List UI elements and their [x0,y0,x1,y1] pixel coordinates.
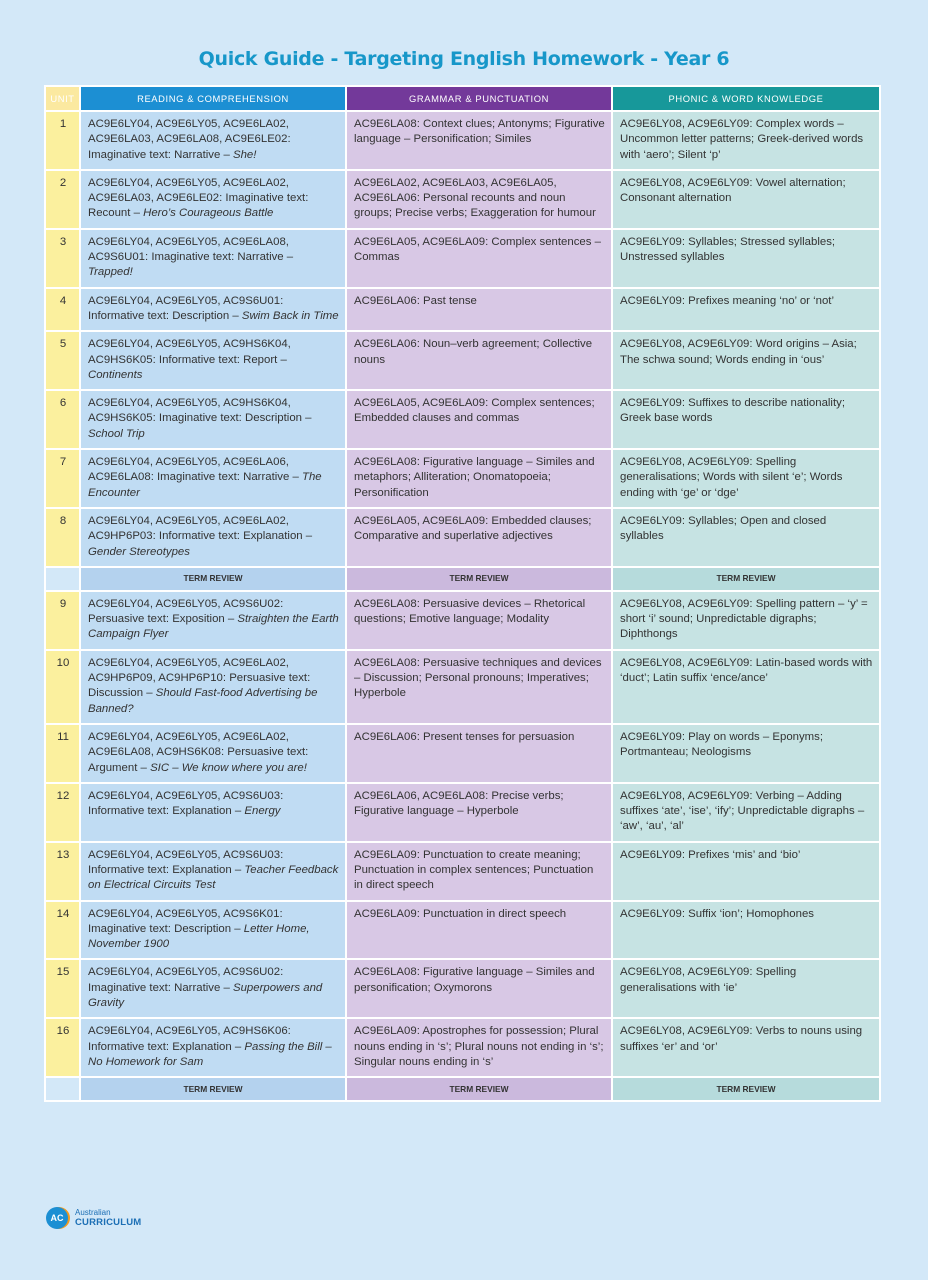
reading-title: Straighten the Earth Campaign Flyer [88,613,339,641]
reading-cell [80,288,346,332]
reading-codes: AC9E6LY04, AC9E6LY05, AC9HS6K06: Informative text: Explanation – [88,1025,291,1053]
unit-number: 1 [45,111,80,170]
reading-cell [80,842,346,901]
unit-number: 11 [45,724,80,783]
grammar-cell: AC9E6LA09: Punctuation in direct speech [346,901,612,960]
reading-codes: AC9E6LY04, AC9E6LY05, AC9HS6K04, AC9HS6K05: Informative text: Report – [88,338,291,366]
phonic-cell: AC9E6LY09: Prefixes ‘mis’ and ‘bio’ [612,842,880,901]
table-row [45,229,880,288]
reading-codes: AC9E6LY04, AC9E6LY05, AC9S6K01: Imaginative text: Description – [88,907,283,935]
phonic-cell: AC9E6LY08, AC9E6LY09: Vowel alternation; Consonant alternation [612,170,880,229]
table-row [45,959,880,1018]
reading-title: Superpowers and Gravity [88,981,323,1010]
review-phonic: TERM REVIEW [612,567,880,591]
table-row [45,449,880,508]
table-row [45,842,880,901]
reading-title: She! [232,148,257,161]
phonic-cell: AC9E6LY09: Syllables; Open and closed syllables [612,508,880,567]
table-row [45,783,880,842]
unit-number: 8 [45,508,80,567]
grammar-cell: AC9E6LA08: Persuasive devices – Rhetorical questions; Emotive language; Modality [346,591,612,650]
reading-cell [80,111,346,170]
reading-codes: AC9E6LY04, AC9E6LY05, AC9E6LA06, AC9E6LA08: Imaginative text: Narrative – [88,456,302,484]
blank-cell [45,567,80,591]
phonic-cell: AC9E6LY08, AC9E6LY09: Verbing – Adding suffixes ‘ate’, ‘ise’, ‘ify’; Unpredictable digraphs – ‘aw’, ‘au’, ‘al’ [612,783,880,842]
grammar-cell: AC9E6LA06: Noun–verb agreement; Collective nouns [346,331,612,390]
header-grammar: GRAMMAR & PUNCTUATION [346,86,612,111]
reading-codes: AC9E6LY04, AC9E6LY05, AC9E6LA02, AC9HP6P03: Informative text: Explanation – [88,514,313,543]
grammar-cell: AC9E6LA05, AC9E6LA09: Complex sentences – Commas [346,229,612,288]
reading-title: Hero’s Courageous Battle [143,207,274,220]
header-row [45,86,880,111]
reading-cell [80,331,346,390]
phonic-cell: AC9E6LY08, AC9E6LY09: Verbs to nouns using suffixes ‘er’ and ‘or’ [612,1018,880,1077]
reading-cell [80,650,346,724]
reading-title: SIC – We know where you are! [150,761,307,774]
unit-number: 7 [45,449,80,508]
grammar-cell: AC9E6LA05, AC9E6LA09: Embedded clauses; Comparative and superlative adjectives [346,508,612,567]
phonic-cell: AC9E6LY09: Suffixes to describe nationality; Greek base words [612,390,880,449]
page-title: Quick Guide - Targeting English Homework - Year 6 [198,48,730,70]
reading-cell [80,449,346,508]
review-reading: TERM REVIEW [80,1077,346,1101]
unit-number: 4 [45,288,80,332]
phonic-cell: AC9E6LY09: Syllables; Stressed syllables; Unstressed syllables [612,229,880,288]
table-row [45,591,880,650]
phonic-cell: AC9E6LY09: Prefixes meaning ‘no’ or ‘not’ [612,288,880,332]
grammar-cell: AC9E6LA08: Figurative language – Similes and personification; Oxymorons [346,959,612,1018]
reading-title: Passing the Bill – No Homework for Sam [88,1040,332,1068]
grammar-cell: AC9E6LA09: Punctuation to create meaning; Punctuation in complex sentences; Punctuation in direct speech [346,842,612,901]
reading-title: Letter Home, November 1900 [88,922,310,951]
table-row [45,170,880,229]
logo-line-1: Australian [75,1208,111,1217]
reading-codes: AC9E6LY04, AC9E6LY05, AC9S6U02: Imaginative text: Narrative – [88,966,284,994]
reading-codes: AC9E6LY04, AC9E6LY05, AC9E6LA02, AC9E6LA03, AC9E6LA08, AC9E6LE02: Imaginative text: Narrative – [88,118,291,161]
unit-number: 10 [45,650,80,724]
homework-guide-table [44,85,881,1102]
table-body [45,111,880,1101]
header-unit: UNIT [45,86,80,111]
unit-number: 9 [45,591,80,650]
reading-cell [80,783,346,842]
reading-title: Energy [244,805,281,818]
grammar-cell: AC9E6LA02, AC9E6LA03, AC9E6LA05, AC9E6LA06: Personal recounts and noun groups; Precise verbs; Exaggeration for humour [346,170,612,229]
reading-title: Trapped! [88,266,133,279]
reading-codes: AC9E6LY04, AC9E6LY05, AC9E6LA02, AC9E6LA03, AC9E6LE02: Imaginative text: Recount – [88,176,309,220]
unit-number: 6 [45,390,80,449]
reading-codes: AC9E6LY04, AC9E6LY05, AC9S6U02: Persuasive text: Exposition – [88,597,284,626]
table-row [45,1018,880,1077]
unit-number: 14 [45,901,80,960]
phonic-cell: AC9E6LY08, AC9E6LY09: Spelling generalisations; Words with silent ‘e’; Words ending with ‘ge’ or ‘dge’ [612,449,880,508]
table-row [45,390,880,449]
table-row [45,901,880,960]
term-review-row [45,1077,880,1101]
reading-codes: AC9E6LY04, AC9E6LY05, AC9S6U01: Informative text: Description – [88,294,284,322]
unit-number: 5 [45,331,80,390]
unit-number: 16 [45,1018,80,1077]
table-row [45,111,880,170]
reading-title: Continents [88,368,143,381]
header-phonic: PHONIC & WORD KNOWLEDGE [612,86,880,111]
reading-title: Should Fast-food Advertising be Banned? [88,687,318,715]
reading-cell [80,901,346,960]
grammar-cell: AC9E6LA08: Persuasive techniques and devices – Discussion; Personal pronouns; Imperatives; Hyperbole [346,650,612,724]
reading-cell [80,1018,346,1077]
reading-cell [80,591,346,650]
table-row [45,288,880,332]
logo-line-2: CURRICULUM [75,1217,142,1228]
table-row [45,508,880,567]
term-review-row [45,567,880,591]
reading-codes: AC9E6LY04, AC9E6LY05, AC9E6LA02, AC9HP6P09, AC9HP6P10: Persuasive text: Discussion – [88,656,311,700]
table-row [45,650,880,724]
grammar-cell: AC9E6LA06: Past tense [346,288,612,332]
review-grammar: TERM REVIEW [346,567,612,591]
grammar-cell: AC9E6LA08: Figurative language – Similes and metaphors; Alliteration; Onomatopoeia; Personification [346,449,612,508]
review-phonic: TERM REVIEW [612,1077,880,1101]
phonic-cell: AC9E6LY08, AC9E6LY09: Word origins – Asia; The schwa sound; Words ending in ‘ous’ [612,331,880,390]
phonic-cell: AC9E6LY08, AC9E6LY09: Spelling pattern – ‘y’ = short ‘i’ sound; Unpredictable digraphs; Diphthongs [612,591,880,650]
reading-title: Teacher Feedback on Electrical Circuits Test [88,863,339,892]
table-row [45,331,880,390]
grammar-cell: AC9E6LA08: Context clues; Antonyms; Figurative language – Personification; Similes [346,111,612,170]
phonic-cell: AC9E6LY08, AC9E6LY09: Spelling generalisations with ‘ie’ [612,959,880,1018]
reading-codes: AC9E6LY04, AC9E6LY05, AC9S6U03: Informative text: Explanation – [88,848,284,876]
reading-codes: AC9E6LY04, AC9E6LY05, AC9E6LA08, AC9S6U01: Imaginative text: Narrative – [88,235,294,264]
reading-codes: AC9E6LY04, AC9E6LY05, AC9HS6K04, AC9HS6K05: Imaginative text: Description – [88,397,312,425]
unit-number: 3 [45,229,80,288]
unit-number: 13 [45,842,80,901]
unit-number: 2 [45,170,80,229]
phonic-cell: AC9E6LY08, AC9E6LY09: Latin-based words with ‘duct’; Latin suffix ‘ence/ance’ [612,650,880,724]
review-grammar: TERM REVIEW [346,1077,612,1101]
blank-cell [45,1077,80,1101]
reading-codes: AC9E6LY04, AC9E6LY05, AC9S6U03: Informative text: Explanation – [88,789,284,818]
grammar-cell: AC9E6LA09: Apostrophes for possession; Plural nouns ending in ‘s’; Plural nouns not ending in ‘s’; Singular nouns ending in ‘s’ [346,1018,612,1077]
unit-number: 12 [45,783,80,842]
reading-title: Gender Stereotypes [88,545,190,558]
reading-title: School Trip [88,427,145,440]
reading-title: The Encounter [88,471,322,499]
reading-cell [80,170,346,229]
reading-cell [80,229,346,288]
ac-logo-icon: AC [46,1207,68,1229]
reading-cell [80,390,346,449]
reading-codes: AC9E6LY04, AC9E6LY05, AC9E6LA02, AC9E6LA08, AC9HS6K08: Persuasive text: Argument – [88,730,309,774]
table-row [45,724,880,783]
header-reading: READING & COMPREHENSION [80,86,346,111]
unit-number: 15 [45,959,80,1018]
reading-cell [80,724,346,783]
phonic-cell: AC9E6LY08, AC9E6LY09: Complex words – Uncommon letter patterns; Greek-derived words with ‘aero’; Silent ‘p’ [612,111,880,170]
grammar-cell: AC9E6LA05, AC9E6LA09: Complex sentences; Embedded clauses and commas [346,390,612,449]
reading-cell [80,959,346,1018]
reading-cell [80,508,346,567]
phonic-cell: AC9E6LY09: Play on words – Eponyms; Portmanteau; Neologisms [612,724,880,783]
grammar-cell: AC9E6LA06, AC9E6LA08: Precise verbs; Figurative language – Hyperbole [346,783,612,842]
grammar-cell: AC9E6LA06: Present tenses for persuasion [346,724,612,783]
phonic-cell: AC9E6LY09: Suffix ‘ion’; Homophones [612,901,880,960]
reading-title: Swim Back in Time [241,309,339,322]
review-reading: TERM REVIEW [80,567,346,591]
